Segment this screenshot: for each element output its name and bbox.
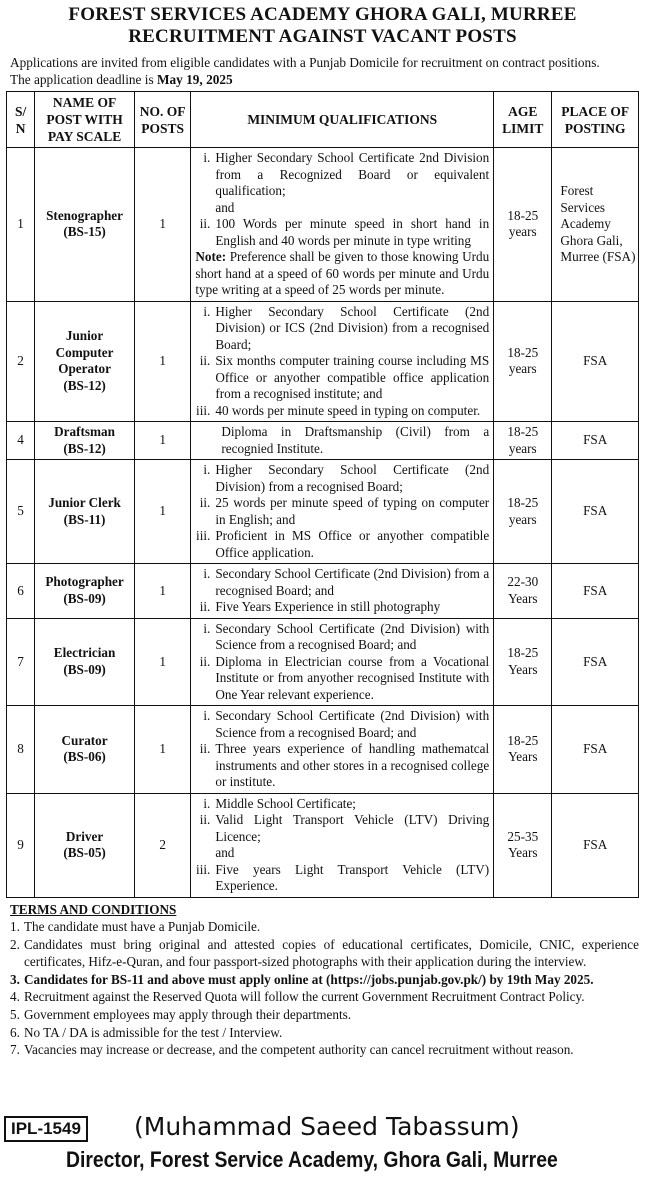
row-post [35, 564, 135, 619]
table-row [7, 793, 639, 897]
qualification-text: Five years Light Transport Vehicle (LTV) Experience. [215, 861, 490, 893]
row-qualifications [191, 460, 494, 564]
header-qualifications: MINIMUM QUALIFICATIONS [191, 92, 494, 148]
header-place: PLACE OF POSTING [552, 92, 639, 148]
note-text: Preference shall be given to those knowing Urdu short hand at a speed of 60 words per minute and Urdu type writing at a speed of 25 words per minute. [195, 249, 490, 297]
qualification-text: 40 words per minute speed in typing on computer. [215, 402, 481, 418]
post-name: Draftsman [54, 424, 115, 439]
qualification-item [195, 796, 489, 813]
post-name: Photographer [45, 574, 124, 590]
row-age-limit: 18-25 Years [494, 706, 552, 794]
signatory-name: (Muhammad Saeed Tabassum) [134, 1112, 520, 1141]
qualification-note [195, 249, 489, 299]
row-place: FSA [552, 793, 639, 897]
pay-scale: (BS-11) [63, 511, 106, 527]
row-age-limit: 22-30 Years [494, 564, 552, 619]
qualification-number: i. [203, 795, 211, 811]
terms-item [10, 918, 639, 936]
ipl-code: IPL-1549 [4, 1116, 88, 1142]
terms-item [10, 1041, 639, 1059]
qualification-item [195, 353, 489, 403]
qualification-number: ii. [199, 599, 211, 614]
terms-item-number: 3. [10, 971, 20, 987]
row-age-limit: 25-35 Years [494, 793, 552, 897]
terms-item-text: Vacancies may increase or decrease, and the competent authority can cancel recruitment without reason. [24, 1042, 574, 1058]
qualification-text: Three years experience of handling mathematcal instruments and other stores in a recognised college or institute. [215, 741, 490, 789]
qualification-text: Middle School Certificate; [215, 795, 356, 811]
qualification-number: iii. [196, 402, 211, 418]
terms-item-number: 7. [10, 1042, 20, 1058]
table-row [7, 460, 639, 564]
qualification-item [195, 654, 489, 704]
terms-item [10, 1024, 639, 1042]
row-sn: 7 [7, 618, 35, 706]
row-posts-count: 1 [134, 301, 190, 422]
row-sn: 4 [7, 422, 35, 460]
row-sn: 8 [7, 706, 35, 794]
posts-table [6, 91, 639, 898]
row-place: FSA [552, 460, 639, 564]
terms-item-number: 2. [10, 936, 20, 952]
qualification-item [195, 566, 489, 599]
post-name: Curator [61, 732, 108, 748]
row-place: Forest Services Academy Ghora Gali, Murree (FSA) [552, 148, 639, 302]
qualification-item [195, 495, 489, 528]
header [6, 4, 639, 48]
qualification-item [195, 528, 489, 561]
terms-item-number: 6. [10, 1024, 20, 1040]
qualification-item [195, 708, 489, 741]
qualification-text: Five Years Experience in still photography [215, 599, 441, 614]
qualification-number: i. [203, 462, 211, 477]
qualification-item [195, 462, 489, 495]
qualification-number: i. [203, 708, 211, 723]
header-age: AGE LIMIT [494, 92, 552, 148]
header-title: FOREST SERVICES ACADEMY GHORA GALI, MURREE [68, 4, 577, 25]
table-row [7, 148, 639, 302]
post-name: Driver [65, 828, 104, 844]
table-row [7, 301, 639, 422]
qualification-item [195, 216, 489, 249]
row-post [35, 460, 135, 564]
qualification-item [195, 812, 489, 845]
row-posts-count: 1 [134, 422, 190, 460]
post-name: Junior Clerk [48, 495, 121, 510]
row-qualifications [191, 148, 494, 302]
qualification-item [195, 741, 489, 791]
qualification-text: Secondary School Certificate (2nd Division) from a recognised Board; and [215, 566, 490, 598]
qualification-text: 100 Words per minute speed in short hand in English and 40 words per minute in type writing [215, 216, 490, 248]
terms-item-number: 4. [10, 989, 20, 1005]
terms-item [10, 1006, 639, 1024]
note-label: Note: [195, 249, 227, 264]
qualification-number: iii. [196, 528, 211, 543]
row-post [35, 301, 135, 422]
terms-item [10, 936, 639, 971]
pay-scale: (BS-05) [63, 845, 106, 860]
post-name: Junior Computer Operator [55, 328, 114, 377]
qualification-conjunction: and [215, 845, 235, 860]
row-post [35, 618, 135, 706]
row-age-limit: 18-25 years [494, 422, 552, 460]
row-place: FSA [552, 706, 639, 794]
qualification-text: Secondary School Certificate (2nd Division) with Science from a recognised Board; and [215, 620, 490, 652]
qualification-item [195, 621, 489, 654]
qualification-text: Secondary School Certificate (2nd Division) with Science from a recognised Board; and [215, 708, 490, 740]
row-qualifications [191, 706, 494, 794]
qualification-item [195, 403, 489, 420]
row-posts-count: 1 [134, 618, 190, 706]
post-name: Stenographer [46, 207, 124, 223]
row-qualifications [191, 618, 494, 706]
row-qualifications [191, 301, 494, 422]
row-posts-count: 1 [134, 564, 190, 619]
row-posts-count: 2 [134, 793, 190, 897]
qualification-text: Higher Secondary School Certificate (2nd Division) from a recognised Board; [215, 462, 490, 494]
terms-section [6, 901, 639, 1059]
terms-item-text: Government employees may apply through their departments. [24, 1007, 352, 1023]
row-qualifications [191, 564, 494, 619]
advertisement-page [6, 0, 639, 1059]
row-place: FSA [552, 301, 639, 422]
terms-item [10, 971, 639, 989]
row-post [35, 422, 135, 460]
row-sn: 6 [7, 564, 35, 619]
qualification-conjunction: and [215, 199, 235, 215]
terms-item [10, 988, 639, 1006]
qualification-text: Valid Light Transport Vehicle (LTV) Driving Licence; [215, 812, 490, 844]
footer [0, 1110, 645, 1181]
qualification-text: 25 words per minute speed of typing on computer in English; and [215, 495, 490, 527]
pay-scale: (BS-09) [63, 590, 106, 606]
qualification-item [195, 862, 489, 895]
row-place: FSA [552, 422, 639, 460]
qualification-text: Diploma in Electrician course from a Vocational Institute or from anyother recognised Institute with One Year relevant experience. [215, 653, 490, 702]
deadline-line [10, 71, 639, 88]
terms-item-text: Candidates for BS-11 and above must apply online at (https://jobs.punjab.gov.pk/) by 19th May 2025. [24, 971, 594, 987]
qualification-item [195, 304, 489, 354]
header-sn: S/ N [7, 92, 35, 148]
qualification-number: i. [203, 620, 211, 636]
qualification-number: iii. [196, 861, 211, 877]
table-body [7, 148, 639, 898]
row-place: FSA [552, 564, 639, 619]
qualification-text: Higher Secondary School Certificate 2nd Division from a Recognized Board or equivalent qualification; [215, 150, 490, 198]
terms-item-number: 1. [10, 919, 20, 935]
pay-scale: (BS-15) [63, 224, 106, 240]
row-sn: 2 [7, 301, 35, 422]
qualification-number: ii. [199, 216, 211, 231]
qualification-number: ii. [199, 495, 211, 510]
row-posts-count: 1 [134, 148, 190, 302]
qualification-number: ii. [199, 812, 211, 827]
qualification-number: i. [203, 150, 211, 165]
intro-text: Applications are invited from eligible candidates with a Punjab Domicile for recruitment on contract positions. [10, 55, 600, 70]
row-post [35, 793, 135, 897]
terms-item-text: No TA / DA is admissible for the test / Interview. [24, 1024, 283, 1040]
pay-scale: (BS-06) [63, 749, 106, 765]
row-qualifications [191, 422, 494, 460]
row-sn: 1 [7, 148, 35, 302]
row-age-limit: 18-25 years [494, 301, 552, 422]
row-posts-count: 1 [134, 460, 190, 564]
post-name: Electrician [53, 645, 116, 661]
terms-item-number: 5. [10, 1007, 20, 1023]
pay-scale: (BS-12) [63, 377, 106, 393]
table-row [7, 706, 639, 794]
qualification-text: Diploma in Draftsmanship (Civil) from a recognied Institute. [221, 424, 490, 456]
row-posts-count: 1 [134, 706, 190, 794]
deadline-prefix: The application deadline is [10, 72, 157, 87]
header-post: NAME OF POST WITH PAY SCALE [35, 92, 135, 148]
qualification-text: Six months computer training course including MS Office or anyother compatible office application from a recognised institute; and [215, 353, 490, 401]
row-sn: 9 [7, 793, 35, 897]
intro [6, 54, 639, 88]
qualification-number: ii. [199, 741, 211, 756]
terms-list [10, 918, 639, 1059]
terms-item-text: Recruitment against the Reserved Quota will follow the current Government Recruitment Contract Policy. [24, 989, 585, 1005]
header-posts: NO. OF POSTS [134, 92, 190, 148]
pay-scale: (BS-09) [63, 661, 106, 677]
qualification-text: Proficient in MS Office or anyother compatible Office application. [215, 528, 490, 560]
pay-scale: (BS-12) [63, 440, 106, 456]
header-subtitle: RECRUITMENT AGAINST VACANT POSTS [128, 26, 517, 47]
row-post [35, 706, 135, 794]
qualification-item [195, 599, 489, 616]
qualification-number: i. [203, 566, 211, 581]
deadline-date: May 19, 2025 [156, 72, 233, 87]
table-row [7, 618, 639, 706]
signatory-designation: Director, Forest Service Academy, Ghora Gali, Murree [66, 1147, 558, 1172]
qualification-text: Higher Secondary School Certificate (2nd Division) or ICS (2nd Division) from a recognised Board; [215, 303, 490, 352]
row-age-limit: 18-25 Years [494, 618, 552, 706]
qualification-number: ii. [199, 653, 211, 669]
row-age-limit: 18-25 years [494, 148, 552, 302]
terms-item-text: The candidate must have a Punjab Domicile. [24, 919, 261, 935]
row-age-limit: 18-25 years [494, 460, 552, 564]
qualification-item [195, 150, 489, 200]
qualification-number: i. [203, 303, 211, 319]
terms-title: TERMS AND CONDITIONS [10, 901, 177, 917]
terms-item-text: Candidates must bring original and attested copies of educational certificates, Domicile, CNIC, experience certificates, Hifz-e-Quran, and four passport-sized photographs with their application during the interview. [24, 936, 639, 970]
row-qualifications [191, 793, 494, 897]
qualification-number: ii. [199, 353, 211, 368]
row-place: FSA [552, 618, 639, 706]
row-post [35, 148, 135, 302]
table-row [7, 564, 639, 619]
table-row [7, 422, 639, 460]
table-header-row [7, 92, 639, 148]
row-sn: 5 [7, 460, 35, 564]
